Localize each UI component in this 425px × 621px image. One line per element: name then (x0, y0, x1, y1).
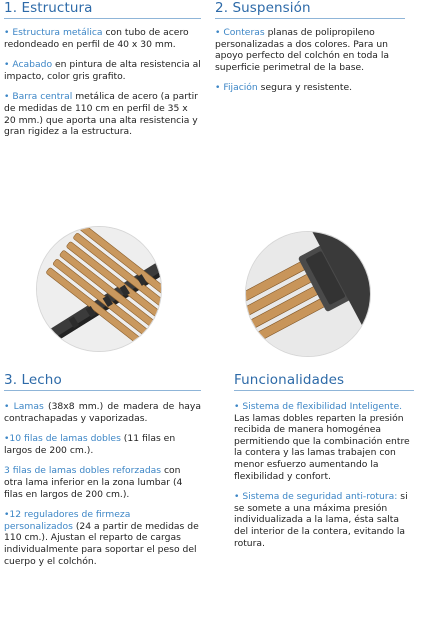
list-item (215, 27, 405, 73)
bullet-icon: • (4, 91, 13, 103)
bullet-icon: • (4, 433, 10, 445)
item-text: (38x8 mm.) de madera de haya contrachapadas y vaporizadas. (4, 401, 201, 424)
item-text: Las lamas dobles reparten la presión recibida de manera homogénea permitiendo que la combinación entre la contera y las lamas trabajen con menor esfuerzo aumentando la flexibilidad y confort. (234, 412, 410, 482)
item-text: (11 filas en largos de 200 cm.). (4, 433, 176, 456)
bullet-icon: • (4, 27, 13, 38)
contera-detail-icon (246, 232, 370, 356)
bullet-icon: • (234, 491, 243, 503)
list-item (234, 401, 414, 482)
section-title: 1. Estructura (4, 0, 201, 19)
list-item (4, 509, 201, 567)
list-item (4, 433, 201, 456)
item-highlight: Acabado (12, 59, 53, 71)
item-text: metálica de acero (a partir de medidas de 110 cm en perfil de 35 x 20 mm.) que aporta una alta resistencia y gran rigidez a la estructura. (4, 91, 198, 138)
slats-frame-icon (37, 227, 161, 351)
item-highlight: Sistema de flexibilidad Inteligente. (242, 401, 403, 412)
item-highlight: Lamas (13, 401, 44, 412)
item-highlight: Barra central (12, 91, 73, 103)
list-item (4, 59, 201, 82)
section-title: Funcionalidades (234, 372, 414, 391)
item-highlight: Fijación (223, 82, 258, 94)
item-text: si se somete a una máxima presión individualizada a la lama, ésta salta del interior de la contera, evitando la rotura. (234, 491, 408, 549)
section-suspension (215, 0, 405, 103)
section-title: 2. Suspensión (215, 0, 405, 19)
item-text: segura y resistente. (257, 82, 353, 94)
item-highlight: Estructura metálica (12, 27, 103, 38)
item-text: planas de polipropileno personalizadas a dos colores. Para un apoyo perfecto del colchón en toda la superficie perimetral de la base. (215, 27, 390, 73)
section-funcionalidades (234, 372, 414, 558)
list-item (4, 91, 201, 137)
section-title: 3. Lecho (4, 372, 201, 391)
item-highlight: 3 filas de lamas dobles reforzadas (4, 465, 162, 477)
bullet-icon: • (4, 59, 13, 71)
section-lecho (4, 372, 201, 576)
item-text: con tubo de acero redondeado en perfil de 40 x 30 mm. (4, 27, 189, 50)
item-highlight: 10 filas de lamas dobles (9, 433, 121, 445)
item-highlight: Sistema de seguridad anti-rotura: (242, 491, 398, 503)
bullet-icon: • (4, 401, 14, 412)
section-estructura (4, 0, 201, 147)
list-item (4, 401, 201, 424)
bullet-icon: • (215, 82, 224, 94)
item-text: con otra lama inferior en la zona lumbar (4 filas en largos de 200 cm.). (4, 465, 183, 500)
slats-frame-photo (36, 226, 162, 352)
list-item (234, 491, 414, 549)
bullet-icon: • (4, 509, 10, 521)
contera-detail-photo (245, 231, 371, 357)
bullet-icon: • (234, 401, 243, 412)
item-text: (24 a partir de medidas de 110 cm.). Ajustan el reparto de cargas individualmente para soportar el peso del cuerpo y el colchón. (4, 520, 199, 567)
list-item (215, 82, 405, 94)
bullet-icon: • (215, 27, 224, 38)
item-text: en pintura de alta resistencia al impacto, color gris grafito. (4, 59, 201, 82)
list-item (4, 27, 201, 50)
item-highlight: 12 reguladores de firmeza personalizados (4, 509, 131, 532)
item-highlight: Conteras (223, 27, 265, 38)
list-item (4, 465, 201, 500)
